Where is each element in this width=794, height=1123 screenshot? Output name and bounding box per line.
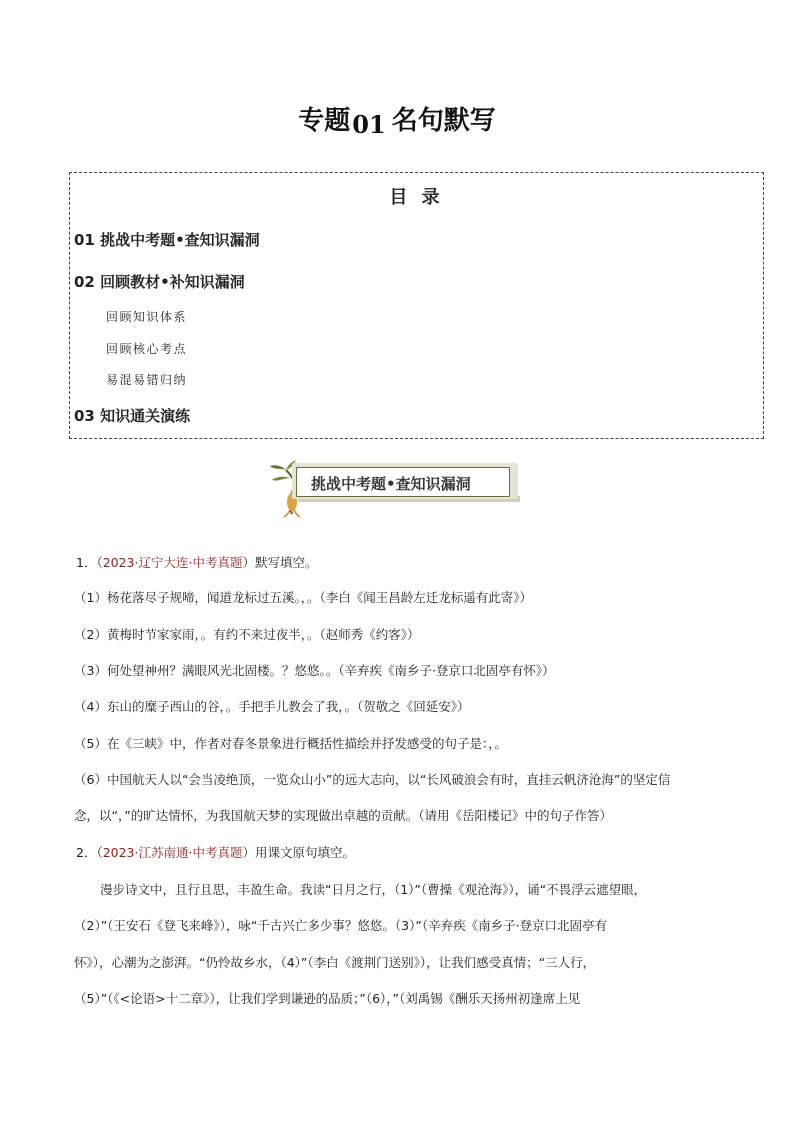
question-2-instruction: ）用课文原句填空。 <box>242 845 355 860</box>
title-main: 名句默写 <box>391 106 496 136</box>
question-1-header <box>76 553 317 571</box>
toc-subsection-3[interactable]: 易混易错归纳 <box>106 373 188 387</box>
title-prefix: 专题 <box>298 106 351 136</box>
question-1-source: 2023·辽宁大连·中考真题 <box>102 555 243 570</box>
section-banner <box>262 458 524 518</box>
title-number: 01 <box>352 110 386 139</box>
question-2-line-4: （5）”（《<论语>十二章》），让我们学到谦逊的品质；”（6），”（刘禹锡《酬乐天扬州初逢席上见 <box>74 991 581 1006</box>
question-2-line-1: 漫步诗文中，且行且思，丰盈生命。我读“日月之行，（1）”（曹操《观沧海》），诵“不畏浮云遮望眼， <box>100 882 647 897</box>
question-1-item-4: （4）东山的糜子西山的谷，。手把手儿教会了我，。（贺敬之《回延安》） <box>74 699 470 714</box>
toc-section-3[interactable]: 03 知识通关演练 <box>74 407 191 425</box>
table-of-contents <box>69 172 764 439</box>
question-2-line-2: （2）”（王安石《登飞来峰》），咏“千古兴亡多少事？悠悠。（3）”（辛弃疾《南乡子·登京口北固亭有 <box>74 918 608 933</box>
toc-heading: 目 录 <box>389 187 444 208</box>
toc-section-2[interactable]: 02 回顾教材•补知识漏洞 <box>74 273 245 291</box>
question-2-line-3: 怀》），心潮为之澎湃。“仍怜故乡水，（4）”（李白《渡荆门送别》），让我们感受真情；“三人行， <box>74 955 596 970</box>
question-2-source: 2023·江苏南通·中考真题 <box>102 845 243 860</box>
question-1-item-5: （5）在《三峡》中，作者对春冬景象进行概括性描绘并抒发感受的句子是：，。 <box>74 736 507 751</box>
question-1-item-3: （3）何处望神州？满眼风光北固楼。？悠悠。。（辛弃疾《南乡子·登京口北固亭有怀》） <box>74 663 555 678</box>
question-1-item-1: （1）杨花落尽子规啼，闻道龙标过五溪。，。（李白《闻王昌龄左迁龙标遥有此寄》） <box>74 590 532 605</box>
question-2-header <box>76 843 355 861</box>
toc-subsection-1[interactable]: 回顾知识体系 <box>106 310 188 324</box>
question-2-number: 2．（ <box>76 845 103 860</box>
question-1-number: 1．（ <box>76 555 103 570</box>
question-1-item-6-cont: 念，以“，”的旷达情怀，为我国航天梦的实现做出卓越的贡献。（请用《岳阳楼记》中的句子作答） <box>74 808 612 823</box>
question-1-item-2: （2）黄梅时节家家雨，。有约不来过夜半，。（赵师秀《约客》） <box>74 627 420 642</box>
question-1-instruction: ）默写填空。 <box>242 555 318 570</box>
question-1-item-6: （6）中国航天人以“会当凌绝顶，一览众山小”的远大志向，以“长风破浪会有时，直挂云帆济沧海”的坚定信 <box>74 772 671 787</box>
toc-subsection-2[interactable]: 回顾核心考点 <box>106 342 188 356</box>
page-title <box>0 100 794 137</box>
toc-section-1[interactable]: 01 挑战中考题•查知识漏洞 <box>74 231 260 249</box>
banner-label: 挑战中考题•查知识漏洞 <box>311 475 471 493</box>
